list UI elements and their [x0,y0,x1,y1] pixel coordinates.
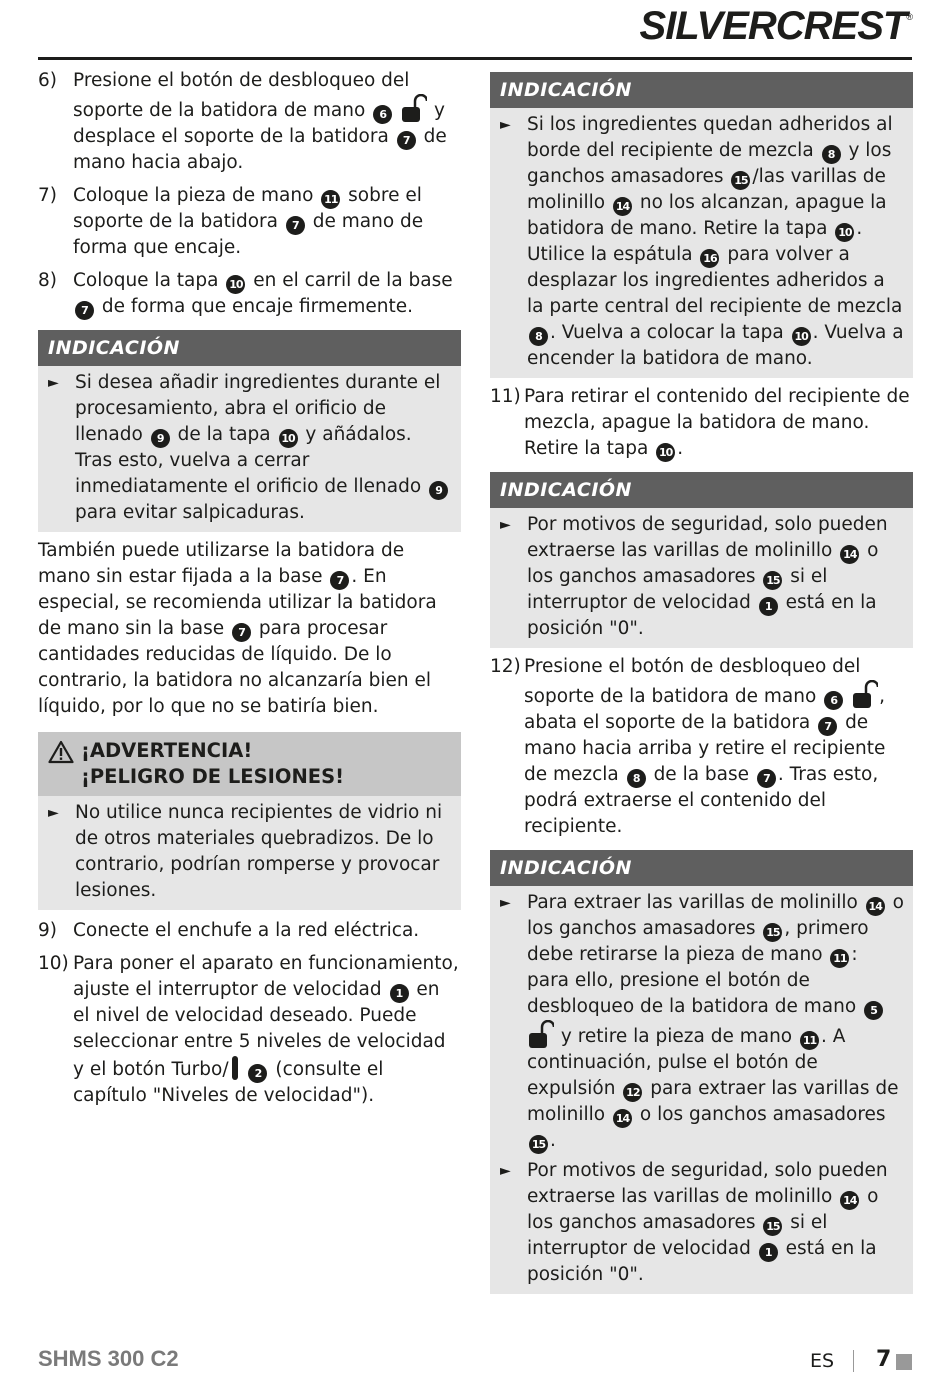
callout-badge: 12 [623,1083,642,1102]
callout-badge: 10 [656,443,675,462]
step-7: 7) Coloque la pieza de mano 11 sobre el soporte de la batidora 7 de mano de forma que encaje. [38,185,424,258]
bullet-arrow-icon: ► [500,895,511,911]
callout-badge: 1 [759,1243,778,1262]
callout-badge: 8 [529,327,548,346]
step-8: 8) Coloque la tapa 10 en el carril de la base 7 de forma que encaje firmemente. [38,268,461,320]
paragraph-without-base: También puede utilizarse la batidora de mano sin estar fijada a la base 7 . En especial, se recomienda utilizar la batidora de mano sin la base 7 para procesar cantidades reducidas de líquido. De lo contrario, la batidora no alcanzaría bien el líquido, por lo que no se batiría bien. [38,540,437,717]
callout-badge: 10 [279,429,298,448]
brand-logo: SILVERCREST® [639,4,912,48]
footer-model: SHMS 300 C2 [38,1346,179,1371]
note-box [38,330,461,532]
footer-divider [853,1350,854,1372]
callout-badge: 6 [373,105,392,124]
warning-title: ¡ADVERTENCIA! [81,739,253,762]
callout-badge: 15 [763,923,782,942]
page-number: 7 [876,1347,892,1372]
callout-badge: 5 [864,1001,883,1020]
right-column [490,68,913,1300]
callout-badge: 10 [226,275,245,294]
callout-badge: 14 [613,1109,632,1128]
note-bullet: ► Para extraer las varillas de molinillo 14 o los ganchos amasadores 15 , primero debe retirarse la pieza de mano 11 : para ello, presione el botón de desbloqueo de la batidora de mano 5 y retire la pieza de mano 11 . A continuación, pulse el botón de expulsión 12 para extraer las varillas de molinillo 14 o los ganchos amasadores 15 . [500,890,905,1154]
note-title: INDICACIÓN [490,472,913,508]
bullet-arrow-icon: ► [48,805,59,821]
note-box [490,472,913,648]
callout-badge: 7 [330,571,349,590]
note-title: INDICACIÓN [490,850,913,886]
step-12: 12) Presione el botón de desbloqueo del soporte de la batidora de mano 6 , abata el soporte de la batidora 7 de mano hacia arriba y retire el recipiente de mezcla 8 de la base 7 . Tras esto, podrá extraerse el contenido del recipiente. [490,656,886,837]
callout-badge: 8 [627,769,646,788]
bullet-arrow-icon: ► [500,517,511,533]
callout-badge: 1 [390,984,409,1003]
note-title: INDICACIÓN [490,72,913,108]
bullet-arrow-icon: ► [48,375,59,391]
note-bullet: ► Por motivos de seguridad, solo pueden extraerse las varillas de molinillo 14 o los ganchos amasadores 15 si el interruptor de velocidad 1 está en la posición "0". [500,1160,888,1285]
callout-badge: 15 [763,571,782,590]
warning-box [38,732,461,910]
callout-badge: 11 [800,1031,819,1050]
note-bullet: ► Si desea añadir ingredientes durante el procesamiento, abra el orificio de llenado 9 de la tapa 10 y añádalos. Tras esto, vuelva a cerrar inmediatamente el orificio de llenado 9 para evitar salpicaduras. [48,370,453,526]
unlock-icon [852,680,878,710]
unlock-icon [528,1020,554,1050]
step-11: 11) Para retirar el contenido del recipiente de mezcla, apague la batidora de mano. Retire la tapa 10 . [490,384,913,462]
note-bullet: ► Por motivos de seguridad, solo pueden extraerse las varillas de molinillo 14 o los ganchos amasadores 15 si el interruptor de velocidad 1 está en la posición "0". [500,514,888,639]
note-box [490,850,913,1294]
page-marker-square [896,1354,912,1370]
callout-badge: 7 [232,623,251,642]
callout-badge: 15 [731,171,750,190]
warning-subtitle: ¡PELIGRO DE LESIONES! [81,765,345,788]
callout-badge: 2 [248,1064,267,1083]
callout-badge: 1 [759,597,778,616]
left-column [38,68,461,1116]
callout-badge: 9 [151,429,170,448]
callout-badge: 16 [700,249,719,268]
bullet-arrow-icon: ► [500,117,511,133]
unlock-icon [401,94,427,124]
step-10: 10) Para poner el aparato en funcionamiento, ajuste el interruptor de velocidad 1 en el nivel de velocidad deseado. Puede seleccionar entre 5 niveles de velocidad y el botón Turbo/ 2 (consulte el capítulo "Niveles de velocidad"). [38,953,459,1106]
warning-bullet: ► No utilice nunca recipientes de vidrio ni de otros materiales quebradizos. De lo contrario, podrían romperse y provocar lesiones. [48,802,443,901]
callout-badge: 7 [757,769,776,788]
callout-badge: 8 [822,145,841,164]
callout-badge: 11 [830,949,849,968]
callout-badge: 9 [429,481,448,500]
callout-badge: 14 [613,197,632,216]
callout-badge: 14 [840,545,859,564]
note-bullet: ► Si los ingredientes quedan adheridos al borde del recipiente de mezcla 8 y los ganchos amasadores 15 /las varillas de molinillo 14 no los alcanzan, apague la batidora de mano. Retire la tapa 10 . Utilice la espátula 16 para volver a desplazar los ingredientes adheridos a la parte central del recipiente de mezcla 8 . Vuelva a colocar la tapa 10 . Vuelva a encender la batidora de mano. [500,114,904,369]
bullet-arrow-icon: ► [500,1163,511,1179]
note-title: INDICACIÓN [38,330,461,366]
header-rule [38,57,912,60]
callout-badge: 10 [792,327,811,346]
callout-badge: 11 [321,190,340,209]
turbo-whisk-icon [229,1055,241,1081]
callout-badge: 7 [75,301,94,320]
callout-badge: 10 [835,223,854,242]
footer-language: ES [810,1350,835,1372]
callout-badge: 14 [866,897,885,916]
callout-badge: 6 [824,691,843,710]
step-9: 9) Conecte el enchufe a la red eléctrica. [38,920,420,941]
callout-badge: 15 [763,1217,782,1236]
note-box [490,72,913,378]
step-6: 6) Presione el botón de desbloqueo del soporte de la batidora de mano 6 y desplace el soporte de la batidora 7 de mano hacia abajo. [38,70,447,173]
callout-badge: 7 [397,131,416,150]
callout-badge: 15 [529,1135,548,1154]
callout-badge: 7 [286,216,305,235]
warning-triangle-icon [48,740,74,764]
callout-badge: 7 [818,717,837,736]
callout-badge: 14 [840,1191,859,1210]
